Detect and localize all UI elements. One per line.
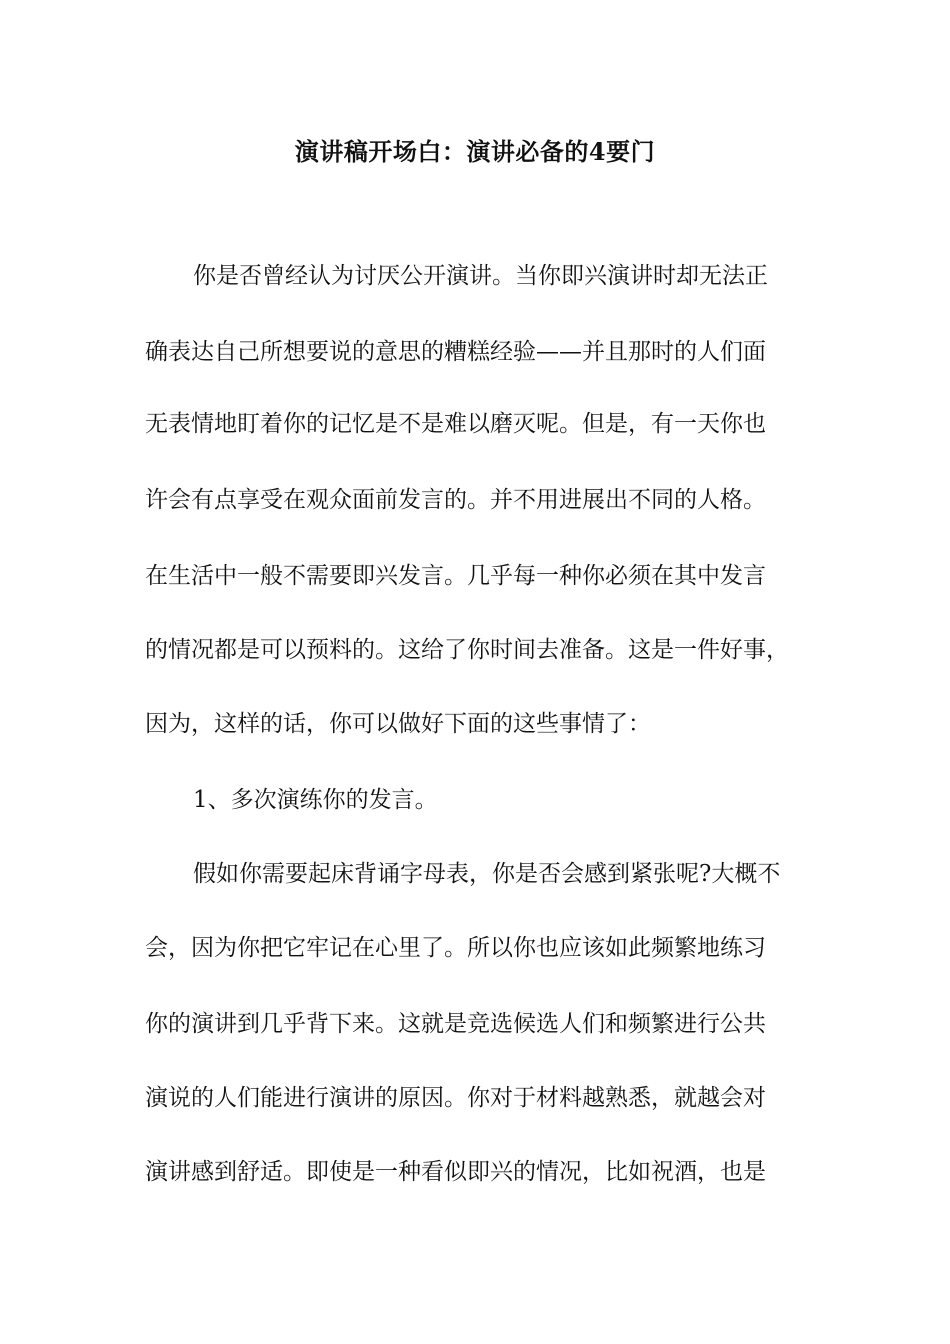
document-title: 演讲稿开场白：演讲必备的4要门 xyxy=(294,137,656,166)
paragraph-line: 许会有点享受在观众面前发言的。并不用进展出不同的人格。 xyxy=(145,487,766,513)
paragraph-line: 假如你需要起床背诵字母表，你是否会感到紧张呢?大概不 xyxy=(193,861,781,887)
paragraph-line: 在生活中一般不需要即兴发言。几乎每一种你必须在其中发言 xyxy=(145,563,766,589)
paragraph-line: 会，因为你把它牢记在心里了。所以你也应该如此频繁地练习 xyxy=(145,935,766,961)
paragraph-line: 的情况都是可以预料的。这给了你时间去准备。这是一件好事， xyxy=(145,637,789,663)
paragraph-line: 你是否曾经认为讨厌公开演讲。当你即兴演讲时却无法正 xyxy=(193,263,768,289)
paragraph-line: 演说的人们能进行演讲的原因。你对于材料越熟悉，就越会对 xyxy=(145,1085,766,1111)
paragraph-line: 无表情地盯着你的记忆是不是难以磨灭呢。但是，有一天你也 xyxy=(145,411,766,437)
paragraph-line: 确表达自己所想要说的意思的糟糕经验——并且那时的人们面 xyxy=(145,339,766,365)
paragraph-line: 因为，这样的话，你可以做好下面的这些事情了： xyxy=(145,711,651,737)
list-item-heading: 1、多次演练你的发言。 xyxy=(193,787,438,813)
paragraph-line: 你的演讲到几乎背下来。这就是竞选候选人们和频繁进行公共 xyxy=(145,1011,766,1037)
paragraph-line: 演讲感到舒适。即使是一种看似即兴的情况，比如祝酒，也是 xyxy=(145,1159,766,1185)
